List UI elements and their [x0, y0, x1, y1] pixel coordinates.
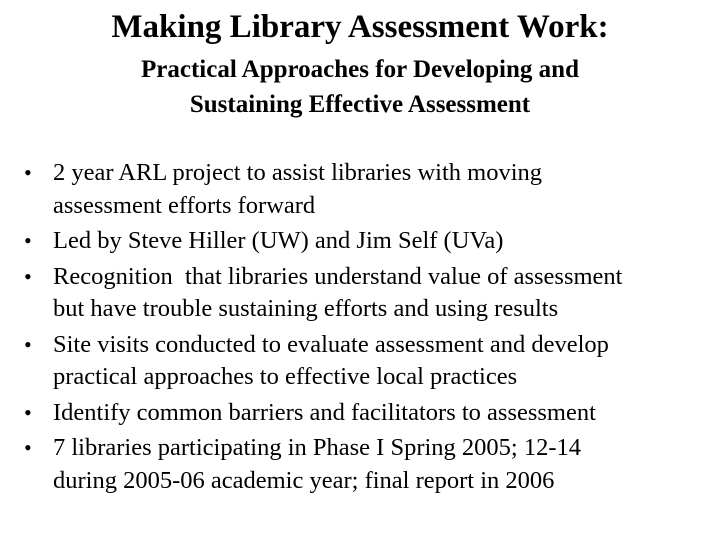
- bullet-icon: •: [24, 263, 32, 289]
- bullet-text: but have trouble sustaining efforts and using results: [53, 295, 559, 322]
- bullet-list: [24, 157, 714, 500]
- bullet-icon: •: [24, 399, 32, 425]
- slide-title: Making Library Assessment Work:: [111, 9, 609, 45]
- bullet-text: Identify common barriers and facilitators to assessment: [53, 398, 596, 426]
- bullet-text: during 2005-06 academic year; final report in 2006: [53, 466, 555, 494]
- slide-subtitle: [0, 52, 720, 122]
- bullet-item: [24, 225, 714, 258]
- bullet-text: Site visits conducted to evaluate assessment and develop: [53, 330, 609, 358]
- bullet-icon: •: [24, 160, 32, 185]
- bullet-text: Led by Steve Hiller (UW) and Jim Self (UVa): [53, 227, 504, 254]
- bullet-icon: •: [24, 228, 32, 253]
- bullet-item: [24, 432, 714, 497]
- bullet-text: 2 year ARL project to assist libraries with moving: [53, 159, 543, 186]
- bullet-item: [24, 157, 714, 222]
- subtitle-line: Sustaining Effective Assessment: [189, 91, 531, 118]
- bullet-text: practical approaches to effective local practices: [53, 363, 518, 390]
- bullet-item: [24, 329, 714, 394]
- subtitle-line: Practical Approaches for Developing and: [141, 56, 579, 83]
- bullet-item: [24, 261, 714, 326]
- bullet-icon: •: [24, 331, 32, 357]
- bullet-item: [24, 397, 714, 430]
- bullet-text: 7 libraries participating in Phase I Spring 2005; 12-14: [53, 434, 582, 461]
- bullet-text: Recognition that libraries understand value of assessment: [53, 262, 623, 290]
- bullet-icon: •: [24, 435, 32, 460]
- bullet-text: assessment efforts forward: [53, 191, 316, 219]
